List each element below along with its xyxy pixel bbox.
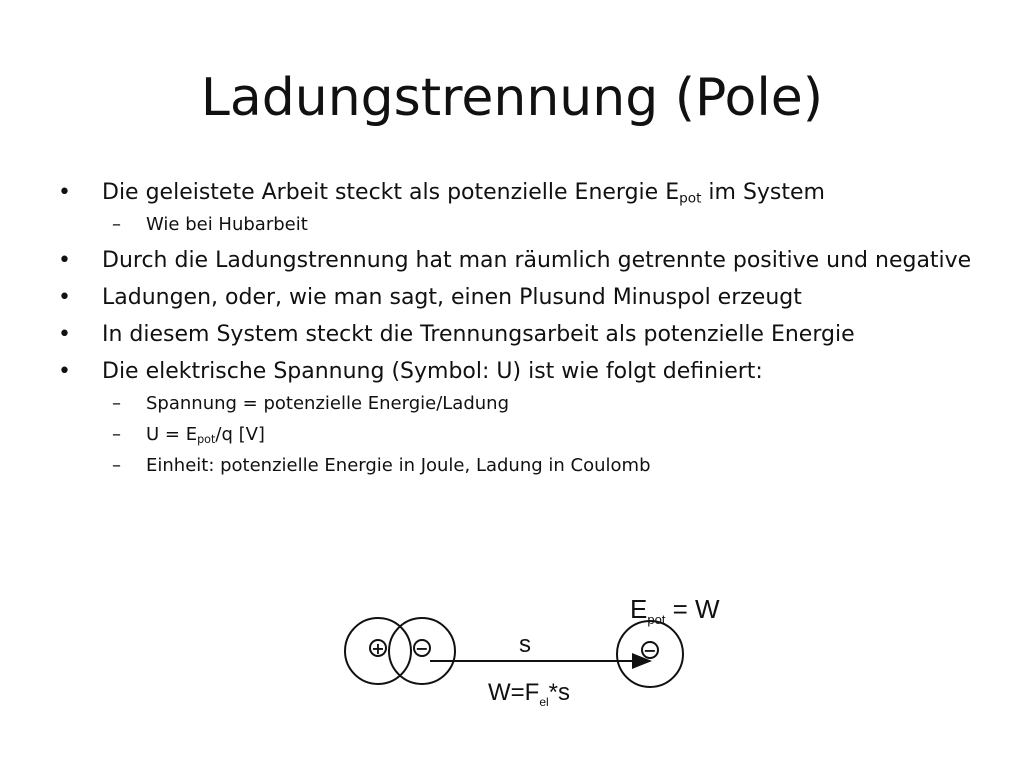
sub-bullet-text: Einheit: potenzielle Energie in Joule, Ladung in Coulomb: [146, 455, 651, 476]
sub-bullet-item: [58, 423, 988, 447]
dash-marker: –: [112, 393, 121, 414]
distance-label: s: [519, 631, 531, 658]
energy-label-rest: = W: [665, 594, 720, 624]
dash-marker: –: [112, 214, 121, 235]
bullet-item: [58, 285, 988, 311]
bullet-item: [58, 359, 988, 385]
bullet-item: [58, 322, 988, 348]
bullet-item: [58, 248, 988, 274]
bullet-marker: •: [58, 322, 71, 347]
work-label-rest: *s: [548, 679, 571, 706]
bullet-text: [102, 180, 825, 205]
bullet-marker: •: [58, 285, 71, 310]
sub-bullet-item: [58, 392, 988, 416]
slide-title: Ladungstrennung (Pole): [200, 68, 824, 128]
sub-bullet-item: [58, 454, 988, 478]
subscript: pot: [679, 190, 702, 207]
charge-separation-diagram: [330, 588, 730, 713]
bullet-marker: •: [58, 248, 71, 273]
work-label: [488, 679, 570, 709]
dash-marker: –: [112, 424, 121, 445]
bullet-text-part: im System: [701, 180, 825, 205]
formula-part: U = E: [146, 424, 198, 445]
bullet-text: Durch die Ladungstrennung hat man räumlich getrennte positive und negative: [102, 248, 972, 273]
formula-part: /q [V]: [215, 424, 265, 445]
sub-bullet-text: [146, 424, 265, 445]
minus-sign-start: −: [415, 639, 429, 658]
bullet-text: Die elektrische Spannung (Symbol: U) ist wie folgt definiert:: [102, 359, 763, 384]
work-label-sub: el: [539, 695, 549, 709]
dash-marker: –: [112, 455, 121, 476]
plus-sign: +: [371, 639, 385, 658]
bullet-marker: •: [58, 180, 71, 205]
bullet-text-part: Die geleistete Arbeit steckt als potenzielle Energie E: [102, 180, 680, 205]
bullet-item: [58, 180, 988, 206]
energy-label-main: E: [630, 594, 648, 624]
sub-bullet-text: Spannung = potenzielle Energie/Ladung: [146, 393, 509, 414]
subscript: pot: [197, 432, 216, 446]
bullet-marker: •: [58, 359, 71, 384]
sub-bullet-item: [58, 213, 988, 237]
bullet-text: In diesem System steckt die Trennungsarbeit als potenzielle Energie: [102, 322, 855, 347]
energy-label-sub: pot: [647, 612, 666, 627]
bullet-list: [58, 180, 988, 478]
work-label-main: W=F: [488, 679, 540, 706]
sub-bullet-text: Wie bei Hubarbeit: [146, 214, 308, 235]
minus-sign-end: −: [643, 641, 657, 660]
bullet-text: Ladungen, oder, wie man sagt, einen Plusund Minuspol erzeugt: [102, 285, 802, 310]
